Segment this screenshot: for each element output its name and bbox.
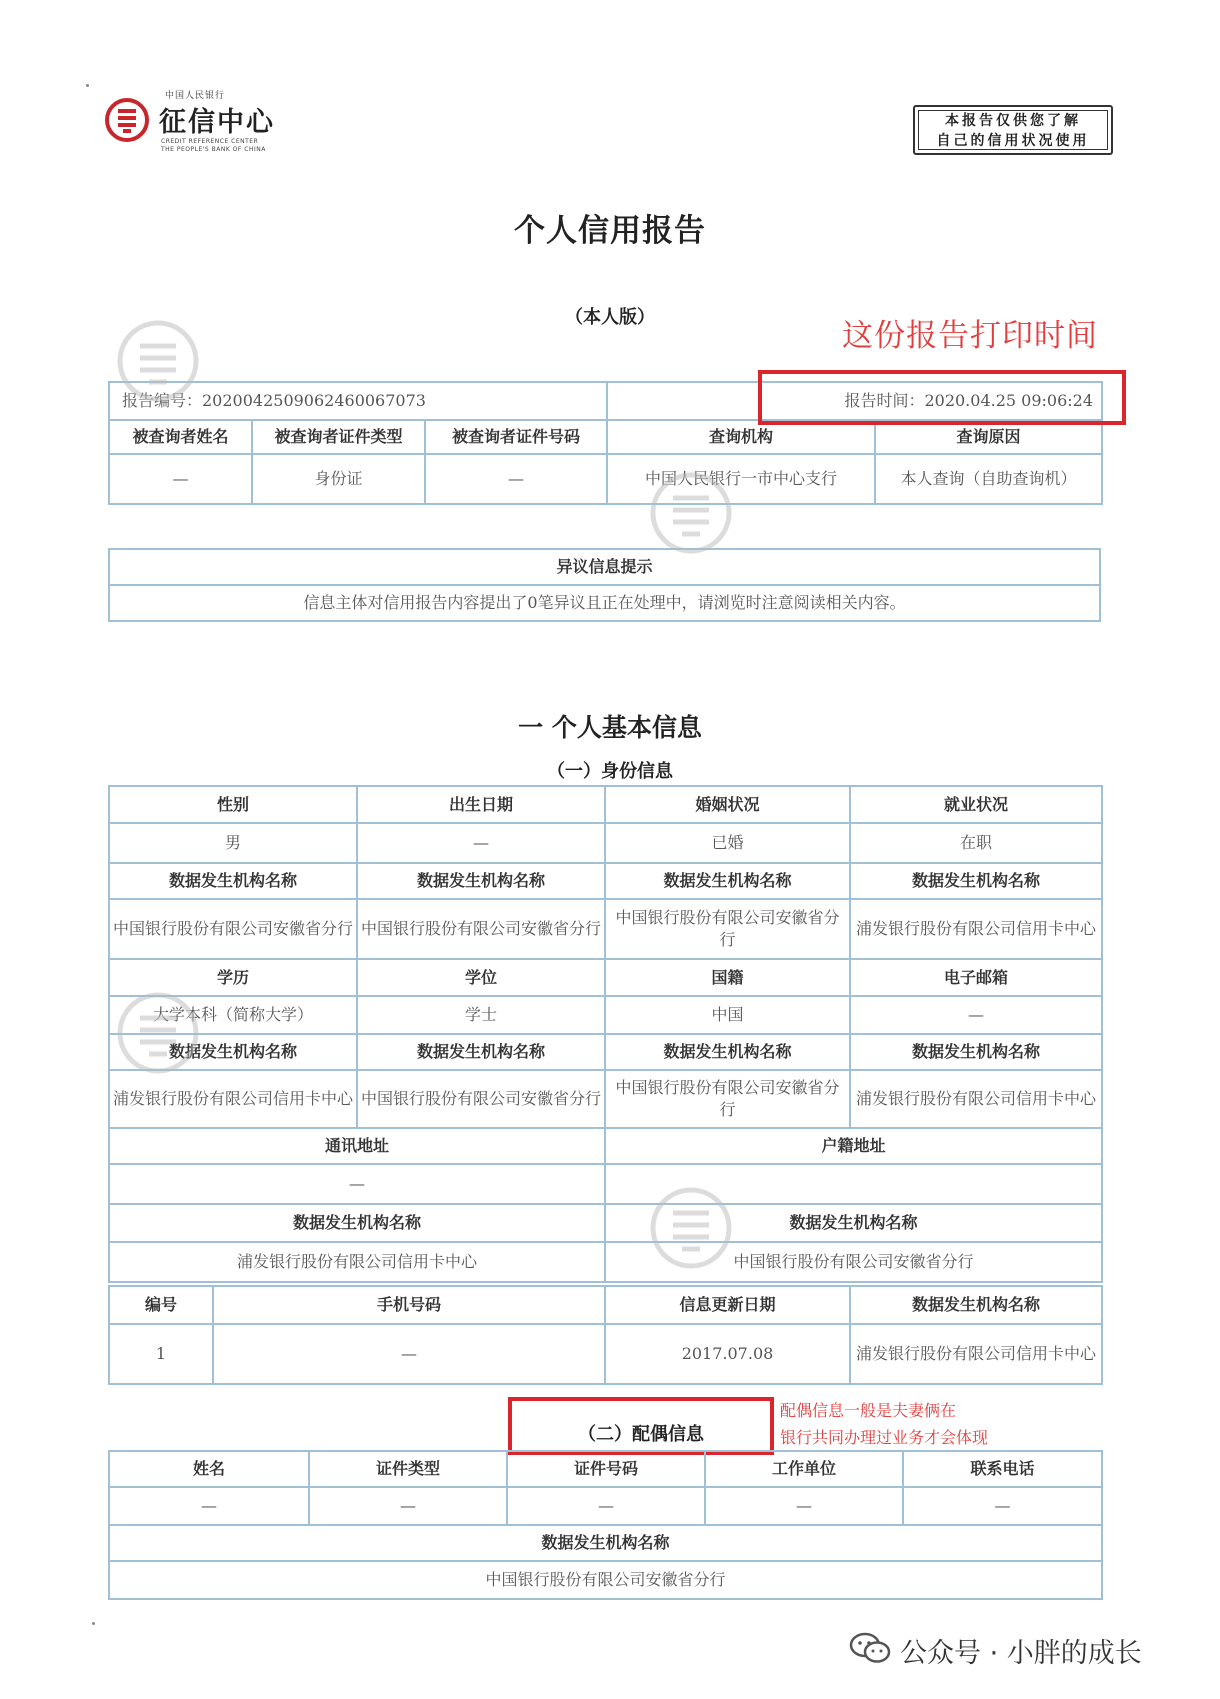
value-cell: — <box>425 454 607 504</box>
header-cell: 婚姻状况 <box>605 786 850 823</box>
org-value-cell: 中国银行股份有限公司安徽省分行 <box>605 1070 850 1128</box>
org-header-cell: 数据发生机构名称 <box>850 863 1102 899</box>
org-header-cell: 数据发生机构名称 <box>605 863 850 899</box>
value-cell: 已婚 <box>605 823 850 863</box>
footer-text: 公众号 · 小胖的成长 <box>900 1638 1142 1669</box>
logo-top-text: 中国人民银行 <box>165 91 226 101</box>
value-cell: 中国人民银行一市中心支行 <box>607 454 875 504</box>
value-cell: — <box>309 1487 507 1525</box>
header-cell: 学位 <box>357 959 605 996</box>
org-value-cell: 中国银行股份有限公司安徽省分行 <box>109 899 357 959</box>
org-value-cell: 中国银行股份有限公司安徽省分行 <box>109 1561 1102 1599</box>
dispute-table <box>108 548 1101 622</box>
header-cell: 出生日期 <box>357 786 605 823</box>
header-cell: 查询机构 <box>607 420 875 454</box>
org-value-cell: 中国银行股份有限公司安徽省分行 <box>357 1070 605 1128</box>
header-cell: 户籍地址 <box>605 1128 1102 1164</box>
report-subtitle: （本人版） <box>565 307 655 328</box>
scan-dot <box>92 1622 95 1625</box>
value-cell: 男 <box>109 823 357 863</box>
value-cell: 本人查询（自助查询机） <box>875 454 1102 504</box>
value-cell: 2017.07.08 <box>605 1324 850 1384</box>
header-cell: 数据发生机构名称 <box>850 1286 1102 1324</box>
logo-english-line2: THE PEOPLE'S BANK OF CHINA <box>161 146 266 153</box>
value-cell: — <box>507 1487 705 1525</box>
header-cell: 通讯地址 <box>109 1128 605 1164</box>
scan-dot <box>86 84 89 87</box>
value-cell: — <box>850 996 1102 1034</box>
header-cell: 电子邮箱 <box>850 959 1102 996</box>
dispute-title: 异议信息提示 <box>109 549 1100 585</box>
print-time-annotation: 这份报告打印时间 <box>842 318 1098 354</box>
header-cell: 手机号码 <box>213 1286 605 1324</box>
report-time: 报告时间：2020.04.25 09:06:24 <box>607 382 1102 420</box>
report-number: 报告编号：2020042509062460067073 <box>109 382 607 420</box>
header-cell: 信息更新日期 <box>605 1286 850 1324</box>
header-cell: 姓名 <box>109 1451 309 1487</box>
dispute-text: 信息主体对信用报告内容提出了0笔异议且正在处理中，请浏览时注意阅读相关内容。 <box>109 585 1100 621</box>
phone-table <box>108 1285 1103 1385</box>
value-cell: 中国 <box>605 996 850 1034</box>
header-cell: 被查询者姓名 <box>109 420 252 454</box>
header-cell: 学历 <box>109 959 357 996</box>
header-cell: 工作单位 <box>705 1451 903 1487</box>
org-header-cell: 数据发生机构名称 <box>109 863 357 899</box>
identity-table <box>108 785 1103 1283</box>
stamp-line2: 自己的信用状况使用 <box>936 133 1090 149</box>
report-title: 个人信用报告 <box>514 213 706 249</box>
value-cell: — <box>109 454 252 504</box>
org-header-cell: 数据发生机构名称 <box>605 1034 850 1070</box>
header-cell: 性别 <box>109 786 357 823</box>
header-cell: 证件类型 <box>309 1451 507 1487</box>
spouse-annotation-line1: 配偶信息一般是夫妻俩在 <box>780 1401 957 1420</box>
org-header-cell: 数据发生机构名称 <box>109 1204 605 1242</box>
value-cell: — <box>109 1487 309 1525</box>
wechat-footer <box>848 1628 1188 1668</box>
org-header-cell: 数据发生机构名称 <box>605 1204 1102 1242</box>
section-title-basic-info: 一 个人基本信息 <box>518 713 702 742</box>
section-subtitle-spouse: （二）配偶信息 <box>578 1424 704 1445</box>
org-header-cell: 数据发生机构名称 <box>109 1525 1102 1561</box>
value-cell: 在职 <box>850 823 1102 863</box>
value-cell: — <box>213 1324 605 1384</box>
org-value-cell: 浦发银行股份有限公司信用卡中心 <box>109 1070 357 1128</box>
header-cell: 被查询者证件号码 <box>425 420 607 454</box>
header-cell: 联系电话 <box>903 1451 1102 1487</box>
org-value-cell: 浦发银行股份有限公司信用卡中心 <box>109 1242 605 1282</box>
value-cell: 身份证 <box>252 454 425 504</box>
value-cell: 浦发银行股份有限公司信用卡中心 <box>850 1324 1102 1384</box>
logo-english-line1: CREDIT REFERENCE CENTER <box>161 138 259 145</box>
header-cell: 就业状况 <box>850 786 1102 823</box>
spouse-annotation <box>780 1397 988 1451</box>
header-cell: 编号 <box>109 1286 213 1324</box>
credit-center-seal-icon <box>105 98 149 142</box>
value-cell: 1 <box>109 1324 213 1384</box>
value-cell <box>605 1164 1102 1204</box>
usage-stamp <box>913 105 1113 155</box>
spouse-annotation-line2: 银行共同办理过业务才会体现 <box>780 1428 989 1447</box>
org-header-cell: 数据发生机构名称 <box>357 863 605 899</box>
header-cell: 国籍 <box>605 959 850 996</box>
org-value-cell: 中国银行股份有限公司安徽省分行 <box>357 899 605 959</box>
org-value-cell: 中国银行股份有限公司安徽省分行 <box>605 1242 1102 1282</box>
spouse-table <box>108 1450 1103 1600</box>
header-cell: 被查询者证件类型 <box>252 420 425 454</box>
value-cell: — <box>109 1164 605 1204</box>
value-cell: 大学本科（简称大学） <box>109 996 357 1034</box>
print-time-highlight-box <box>758 370 1126 425</box>
org-header-cell: 数据发生机构名称 <box>850 1034 1102 1070</box>
header-cell: 证件号码 <box>507 1451 705 1487</box>
credit-center-logo <box>105 88 305 158</box>
value-cell: — <box>705 1487 903 1525</box>
header-cell: 查询原因 <box>875 420 1102 454</box>
org-value-cell: 浦发银行股份有限公司信用卡中心 <box>850 1070 1102 1128</box>
org-header-cell: 数据发生机构名称 <box>109 1034 357 1070</box>
wechat-icon <box>848 1632 892 1664</box>
org-header-cell: 数据发生机构名称 <box>357 1034 605 1070</box>
org-value-cell: 浦发银行股份有限公司信用卡中心 <box>850 899 1102 959</box>
section-subtitle-identity: （一）身份信息 <box>547 761 673 782</box>
logo-name: 征信中心 <box>159 107 275 138</box>
stamp-line1: 本报告仅供您了解 <box>945 113 1081 129</box>
org-value-cell: 中国银行股份有限公司安徽省分行 <box>605 899 850 959</box>
value-cell: 学士 <box>357 996 605 1034</box>
value-cell: — <box>357 823 605 863</box>
value-cell: — <box>903 1487 1102 1525</box>
